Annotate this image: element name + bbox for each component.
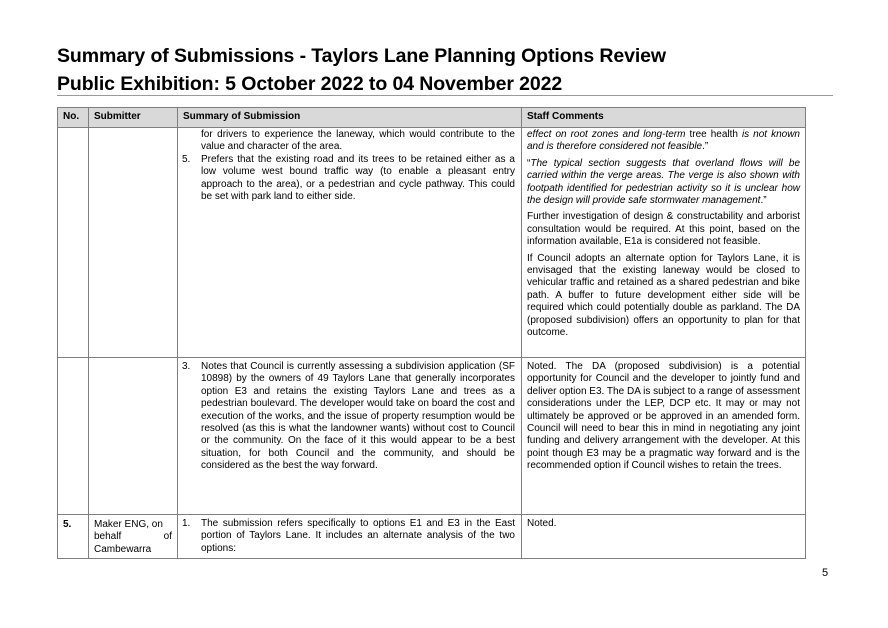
table-row (58, 128, 806, 358)
staff-text: .” (702, 141, 709, 153)
staff-paragraph: If Council adopts an alternate option for Taylors Lane, it is envisaged that the existing laneway would be closed to vehicular traffic and retained as a shared pedestrian and bike path. A buffer to future development either side will be required which could potentially double as parkland. The DA (proposed subdivision) offers an opportunity to plan for that outcome. (527, 252, 800, 339)
header-staff-comments: Staff Comments (522, 108, 806, 128)
cell-staff-comments (522, 358, 806, 515)
title-line-2: Public Exhibition: 5 October 2022 to 04 November 2022 (57, 73, 563, 95)
staff-italic-text: effect on root zones and long-term (527, 129, 686, 140)
cell-no (58, 358, 89, 515)
staff-paragraph: Noted. (527, 518, 557, 529)
table-row (58, 515, 806, 559)
table-row (58, 358, 806, 515)
list-number: 1. (182, 518, 191, 529)
list-number: 3. (182, 361, 191, 372)
page-number: 5 (822, 567, 829, 579)
cell-submitter (89, 515, 178, 559)
staff-italic-text: The typical section suggests that overland flows will be carried within the verge areas. The verge is also shown with footpath identified for pedestrian activity so it is unclear how the design will provide safe stormwater management (527, 157, 800, 207)
cell-no (58, 128, 89, 358)
staff-text: tree health (685, 129, 742, 140)
title-line-1: Summary of Submissions - Taylors Lane Planning Options Review (57, 45, 666, 67)
cell-staff-comments (522, 515, 806, 559)
staff-text: .” (760, 195, 767, 207)
summary-list-item (182, 361, 515, 473)
staff-paragraph: Noted. The DA (proposed subdivision) is a potential opportunity for Council and the developer to jointly fund and deliver option E3. The DA is subject to a range of assessment considerations under the LEP, DCP etc. It may or may not ultimately be approved or be approved in an amended form. Council will need to bear this in mind in negotiating any joint funding and delivery arrangement with the developer. At this point though E3 may be a pragmatic way forward and is the recommended option if Council wishes to retain the trees. (527, 361, 800, 472)
submitter-name-line: Maker ENG, on (94, 519, 163, 530)
cell-submitter (89, 128, 178, 358)
list-text: The submission refers specifically to options E1 and E3 in the East portion of Taylors Lane. It includes an alternate analysis of the two options: (201, 518, 515, 554)
header-summary: Summary of Submission (178, 108, 522, 128)
staff-paragraph (527, 129, 800, 154)
cell-summary (178, 358, 522, 515)
submitter-name-line: Cambewarra (94, 543, 152, 555)
summary-continuation: for drivers to experience the laneway, which would contribute to the value and character of the area. (201, 129, 515, 153)
cell-summary (178, 128, 522, 358)
cell-no: 5. (58, 515, 89, 559)
list-text: Notes that Council is currently assessing a subdivision application (SF 10898) by the owners of 49 Taylors Lane that generally incorporates option E3 and retains the existing Taylors Lane and trees as a pedestrian boulevard. The developer would take on board the cost and execution of the works, and the issue of property resumption would be resolved (as this is what the landowner wants) without cost to Council or the community. On the face of it this would appear to be a best situation, for both Council and the community, and should be considered as the best the way forward. (201, 361, 515, 472)
list-text: Prefers that the existing road and its trees to be retained either as a low volume west bound traffic way (to enable a pleasant entry approach to the area), or a pedestrian and cycle pathway. This could be set with park land to either side. (201, 153, 515, 203)
title-divider (57, 95, 833, 96)
table-header-row (58, 108, 806, 128)
submitter-word: behalf (94, 531, 122, 543)
summary-list-item (182, 154, 515, 204)
staff-paragraph (527, 158, 800, 208)
cell-submitter (89, 358, 178, 515)
submissions-table (57, 107, 806, 559)
staff-italic-text: is not known and is therefore considered not feasible (527, 129, 800, 153)
summary-list-item (182, 518, 515, 555)
list-number: 5. (182, 153, 191, 165)
cell-summary (178, 515, 522, 559)
staff-text: “ (527, 157, 531, 169)
submitter-word: of (163, 531, 172, 543)
header-submitter: Submitter (89, 108, 178, 128)
cell-staff-comments (522, 128, 806, 358)
document-title (57, 42, 833, 98)
staff-paragraph: Further investigation of design & constructability and arborist consultation would be required. At this point, based on the information available, E1a is considered not feasible. (527, 211, 800, 248)
header-no: No. (58, 108, 89, 128)
submitter-name-line (94, 531, 172, 543)
